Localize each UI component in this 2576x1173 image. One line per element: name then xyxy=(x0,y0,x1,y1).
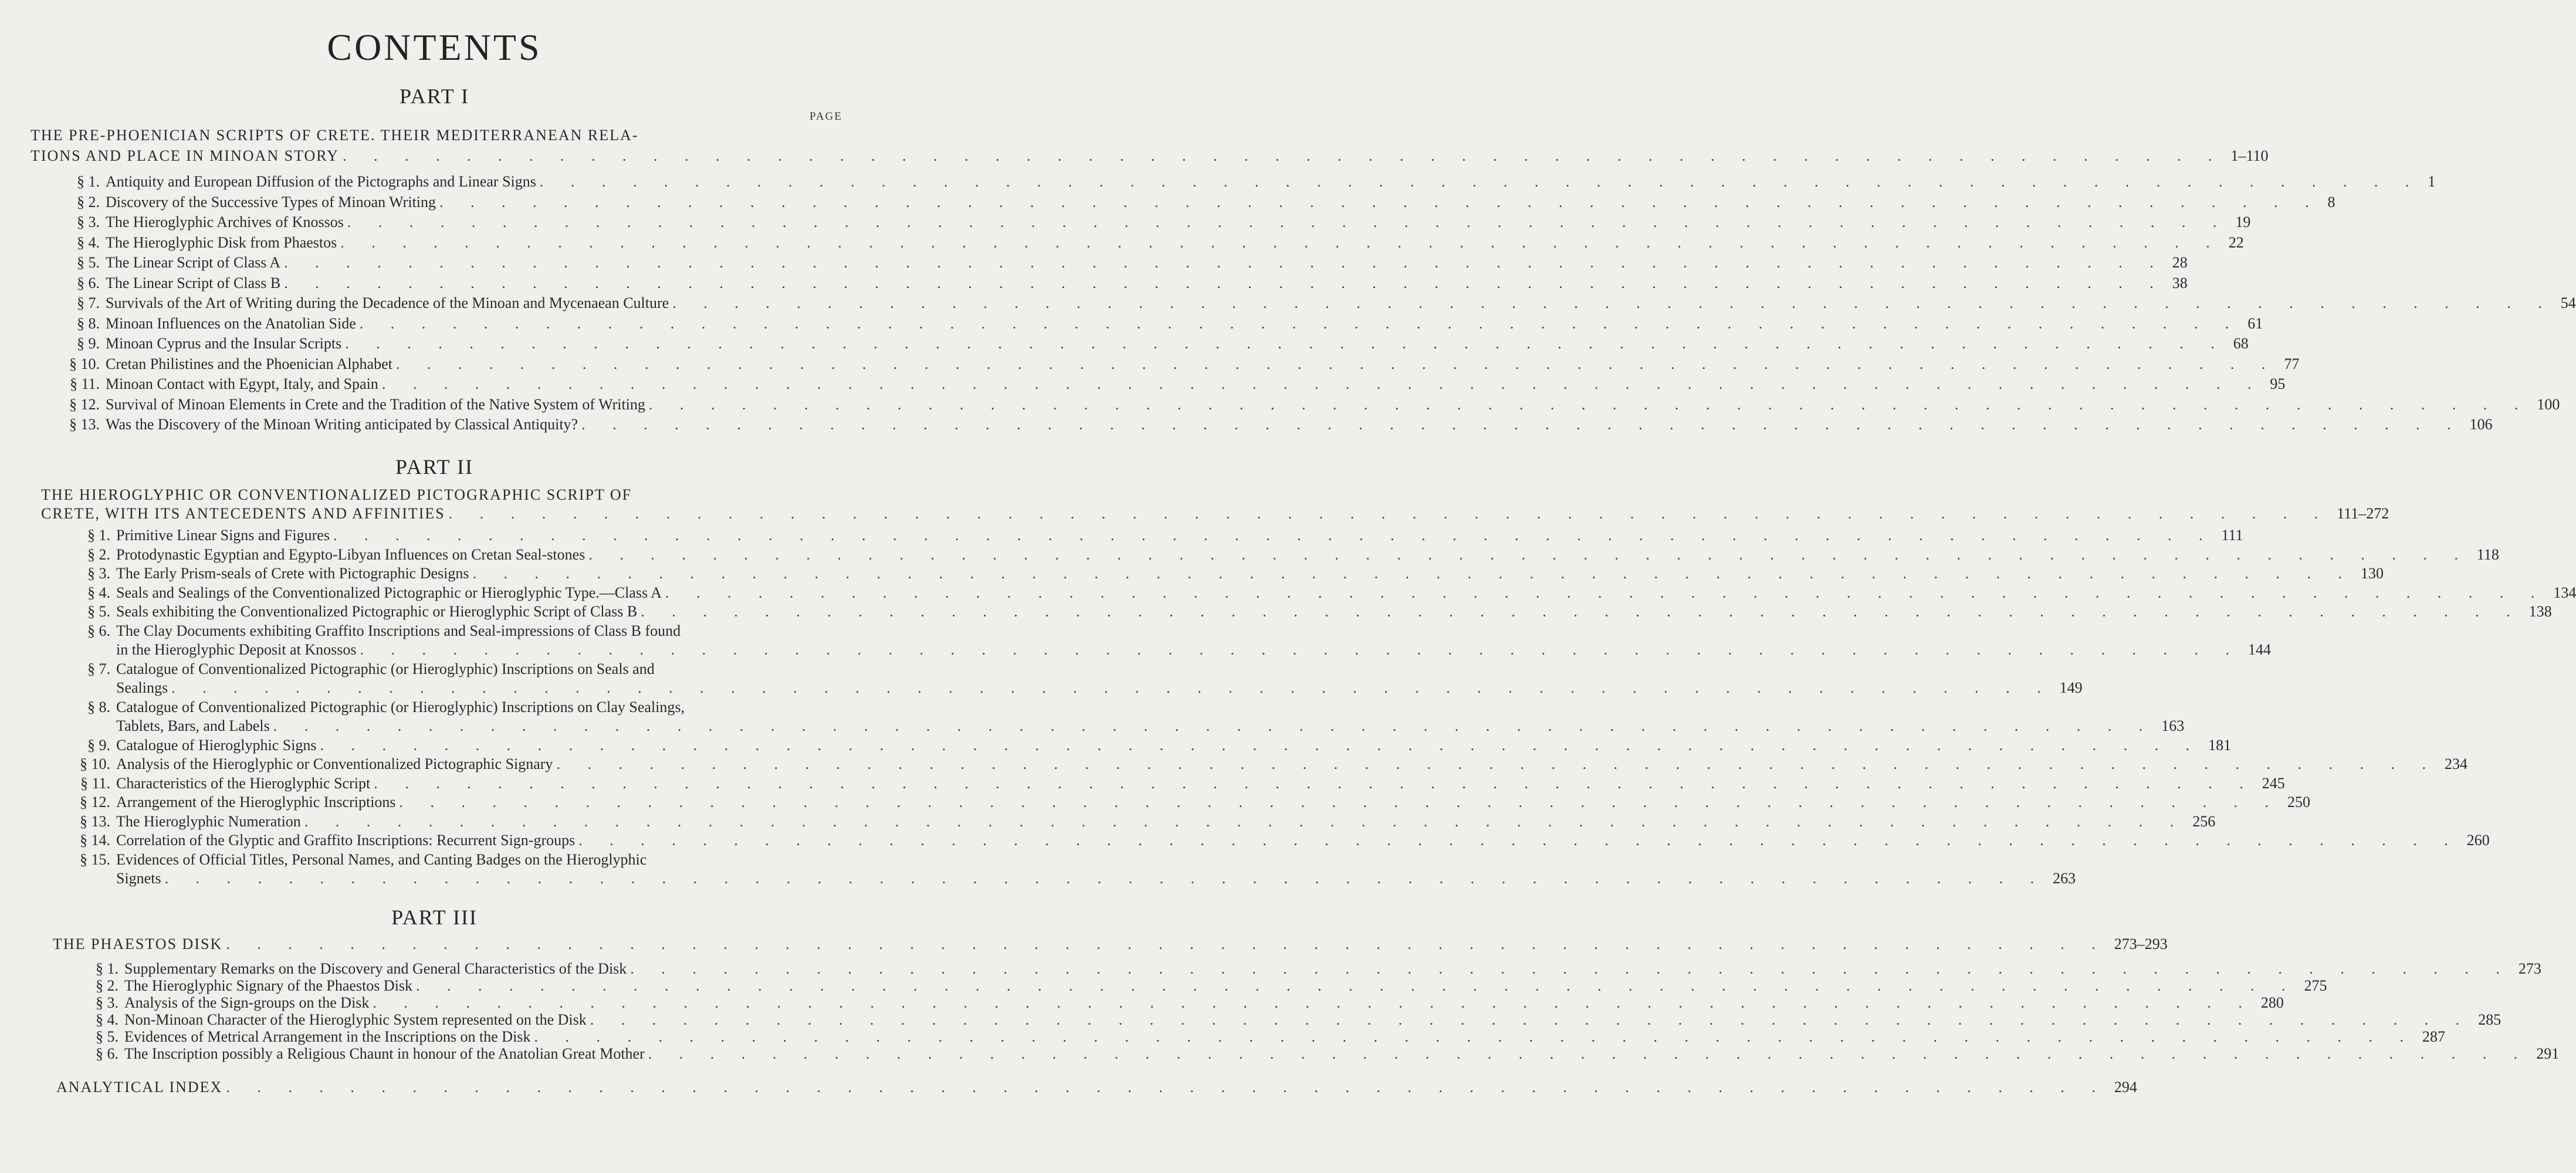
page-number: 273 xyxy=(2518,960,2541,977)
page-number: 260 xyxy=(2466,832,2490,849)
section-entry xyxy=(63,253,2188,272)
dot-leader: . . . . . . . . . . . . . . . . . . . . . . . . . . . . . . . . . . . . . . . . . . . . . . . . . . . . . . . . . . . . . xyxy=(226,1079,2107,1096)
section-number: § 13. xyxy=(69,416,100,433)
page-number: 294 xyxy=(2114,1079,2137,1096)
dot-leader: . . . . . . . . . . . . . . . . . . . . . . . . . . . . . . . . . . . . . . . . . . . . . . . . . . . . . . . . . . . . . xyxy=(588,545,2470,563)
dot-leader: . . . . . . . . . . . . . . . . . . . . . . . . . . . . . . . . . . . . . . . . . . . . . . . . . . . . . . . . . . . . . xyxy=(399,794,2281,811)
section-number: § 12. xyxy=(80,794,110,811)
section-title: Minoan Contact with Egypt, Italy, and Spain xyxy=(106,375,378,392)
page-number: 149 xyxy=(2059,679,2083,696)
section-entry-first-line xyxy=(74,698,787,717)
page-number: 118 xyxy=(2476,545,2499,563)
section-number: § 3. xyxy=(77,213,100,230)
page-number: 285 xyxy=(2478,1011,2501,1028)
section-number: § 7. xyxy=(77,294,100,311)
dot-leader: . . . . . . . . . . . . . . . . . . . . . . . . . . . . . . . . . . . . . . . . . . . . . . . . . . . . . . . . . . . . . xyxy=(359,314,2241,332)
section-number: § 4. xyxy=(77,233,100,251)
section-entry xyxy=(63,355,2300,374)
section-title: Non-Minoan Character of the Hieroglyphic System represented on the Disk xyxy=(124,1011,587,1028)
section-title: The Hieroglyphic Archives of Knossos xyxy=(106,213,344,230)
section-title: Evidences of Official Titles, Personal Names, and Canting Badges on the Hieroglyphic xyxy=(116,850,647,868)
dot-leader: . . . . . . . . . . . . . . . . . . . . . . . . . . . . . . . . . . . . . . . . . . . . . . . . . . . . . . . . . . . . . xyxy=(672,294,2554,311)
section-entry xyxy=(74,736,2232,755)
section-entry xyxy=(63,274,2188,293)
section-title: Correlation of the Glyptic and Graffito Inscriptions: Recurrent Sign-groups xyxy=(116,832,576,849)
page-number: 54 xyxy=(2560,294,2576,311)
section-number: § 10. xyxy=(80,755,110,772)
section-title: Discovery of the Successive Types of Minoan Writing xyxy=(106,193,436,211)
page-number: 250 xyxy=(2287,794,2311,811)
analytical-index-entry xyxy=(56,1078,2137,1097)
section-number: § 6. xyxy=(77,274,100,291)
section-title: Analysis of the Hieroglyphic or Conventionalized Pictographic Signary xyxy=(116,755,553,772)
dot-leader: . . . . . . . . . . . . . . . . . . . . . . . . . . . . . . . . . . . . . . . . . . . . . . . . . . . . . . . . . . . . . xyxy=(373,994,2254,1011)
section-entry xyxy=(82,960,2541,978)
section-number: § 5. xyxy=(87,603,110,620)
page-number: 106 xyxy=(2469,416,2493,433)
dot-leader: . . . . . . . . . . . . . . . . . . . . . . . . . . . . . . . . . . . . . . . . . . . . . . . . . . . . . . . . . . . . . xyxy=(226,935,2107,952)
dot-leader: . . . . . . . . . . . . . . . . . . . . . . . . . . . . . . . . . . . . . . . . . . . . . . . . . . . . . . . . . . . . . xyxy=(641,603,2522,620)
section-number: § 6. xyxy=(87,622,110,639)
section-title: Evidences of Metrical Arrangement in the Inscriptions on the Disk xyxy=(124,1028,531,1045)
page-number: 263 xyxy=(2053,870,2076,887)
page-number: 61 xyxy=(2247,314,2263,332)
section-title: Cretan Philistines and the Phoenician Alphabet xyxy=(106,355,392,372)
section-entry xyxy=(74,564,2384,583)
section-number: § 4. xyxy=(87,584,110,601)
dot-leader: . . . . . . . . . . . . . . . . . . . . . . . . . . . . . . . . . . . . . . . . . . . . . . . . . . . . . . . . . . . . . xyxy=(164,870,2046,887)
section-entry xyxy=(74,812,2216,831)
section-entry xyxy=(116,717,2185,735)
page-number: 111–272 xyxy=(2337,505,2389,522)
section-entry xyxy=(74,584,2576,602)
section-number: § 8. xyxy=(77,314,100,332)
section-number: § 11. xyxy=(80,774,110,792)
section-entry xyxy=(63,294,2576,313)
section-number: § 3. xyxy=(87,565,110,582)
section-title: Primitive Linear Signs and Figures xyxy=(116,527,330,544)
section-entry xyxy=(63,415,2493,434)
part-title-entry xyxy=(31,147,2269,165)
page-number: 245 xyxy=(2262,774,2285,792)
section-entry xyxy=(74,831,2490,850)
page-number: 234 xyxy=(2444,755,2467,772)
page-number: 28 xyxy=(2172,254,2188,271)
section-entry xyxy=(63,172,2436,191)
section-title: Seals and Sealings of the Conventionalized Pictographic or Hieroglyphic Type.—Class A xyxy=(116,584,662,601)
section-number: § 2. xyxy=(77,193,100,211)
dot-leader: . . . . . . . . . . . . . . . . . . . . . . . . . . . . . . . . . . . . . . . . . . . . . . . . . . . . . . . . . . . . . xyxy=(284,274,2165,291)
section-title: Catalogue of Hieroglyphic Signs xyxy=(116,736,317,754)
page-number: 130 xyxy=(2360,565,2384,582)
dot-leader: . . . . . . . . . . . . . . . . . . . . . . . . . . . . . . . . . . . . . . . . . . . . . . . . . . . . . . . . . . . . . xyxy=(304,812,2186,830)
section-number: § 9. xyxy=(77,335,100,352)
section-title: THE PHAESTOS DISK xyxy=(53,935,223,952)
page-number: 8 xyxy=(2327,193,2335,211)
part-title-entry xyxy=(41,504,2389,523)
page-number: 134 xyxy=(2553,584,2576,601)
section-entry-first-line xyxy=(74,660,787,679)
section-entry xyxy=(116,679,2083,697)
section-title: Survivals of the Art of Writing during the Decadence of the Minoan and Mycenaean Culture xyxy=(106,294,669,311)
section-title: Protodynastic Egyptian and Egypto-Libyan Influences on Cretan Seal-stones xyxy=(116,545,585,563)
dot-leader: . . . . . . . . . . . . . . . . . . . . . . . . . . . . . . . . . . . . . . . . . . . . . . . . . . . . . . . . . . . . . xyxy=(360,641,2241,658)
part-heading: PART I xyxy=(400,84,469,108)
section-entry xyxy=(63,193,2335,212)
section-number: § 10. xyxy=(69,355,100,372)
section-title: ANALYTICAL INDEX xyxy=(56,1079,223,1096)
section-number: § 9. xyxy=(87,736,110,754)
section-title: The Linear Script of Class B xyxy=(106,274,281,291)
dot-leader: . . . . . . . . . . . . . . . . . . . . . . . . . . . . . . . . . . . . . . . . . . . . . . . . . . . . . . . . . . . . . xyxy=(439,193,2321,211)
section-title: The Clay Documents exhibiting Graffito Inscriptions and Seal-impressions of Class B found xyxy=(116,622,681,639)
dot-leader: . . . . . . . . . . . . . . . . . . . . . . . . . . . . . . . . . . . . . . . . . . . . . . . . . . . . . . . . . . . . . xyxy=(171,679,2053,696)
section-title: Arrangement of the Hieroglyphic Inscriptions xyxy=(116,794,396,811)
section-entry xyxy=(82,977,2327,995)
part-title-entry xyxy=(53,935,2168,954)
section-entry xyxy=(82,1028,2445,1046)
section-title: Sealings xyxy=(116,679,168,696)
page-column-label: PAGE xyxy=(810,110,842,123)
section-entry xyxy=(116,869,2076,888)
part-heading: PART III xyxy=(391,906,478,929)
section-entry-first-line xyxy=(74,850,787,869)
dot-leader: . . . . . . . . . . . . . . . . . . . . . . . . . . . . . . . . . . . . . . . . . . . . . . . . . . . . . . . . . . . . . xyxy=(416,977,2297,994)
section-number: § 5. xyxy=(96,1028,119,1045)
section-title: The Inscription possibly a Religious Chaunt in honour of the Anatolian Great Mother xyxy=(124,1045,645,1062)
section-entry xyxy=(82,994,2284,1012)
page-number: 275 xyxy=(2304,977,2327,994)
page-number: 287 xyxy=(2422,1028,2445,1045)
page-number: 68 xyxy=(2233,335,2249,352)
section-entry xyxy=(63,233,2244,252)
section-title: Minoan Cyprus and the Insular Scripts xyxy=(106,335,342,352)
page-number: 138 xyxy=(2528,603,2552,620)
dot-leader: . . . . . . . . . . . . . . . . . . . . . . . . . . . . . . . . . . . . . . . . . . . . . . . . . . . . . . . . . . . . . xyxy=(534,1028,2415,1045)
dot-leader: . . . . . . . . . . . . . . . . . . . . . . . . . . . . . . . . . . . . . . . . . . . . . . . . . . . . . . . . . . . . . xyxy=(333,527,2215,544)
section-number: § 8. xyxy=(87,698,110,716)
section-entry xyxy=(82,1045,2560,1063)
page-number: 144 xyxy=(2247,641,2271,658)
dot-leader: . . . . . . . . . . . . . . . . . . . . . . . . . . . . . . . . . . . . . . . . . . . . . . . . . . . . . . . . . . . . . xyxy=(578,832,2460,849)
section-title: Tablets, Bars, and Labels xyxy=(116,717,270,734)
section-title: TIONS AND PLACE IN MINOAN STORY xyxy=(31,147,339,164)
section-title: Signets xyxy=(116,870,161,887)
section-title: in the Hieroglyphic Deposit at Knossos xyxy=(116,641,357,658)
page-title: CONTENTS xyxy=(327,26,542,68)
dot-leader: . . . . . . . . . . . . . . . . . . . . . . . . . . . . . . . . . . . . . . . . . . . . . . . . . . . . . . . . . . . . . xyxy=(273,717,2155,734)
dot-leader: . . . . . . . . . . . . . . . . . . . . . . . . . . . . . . . . . . . . . . . . . . . . . . . . . . . . . . . . . . . . . xyxy=(665,584,2547,601)
part-title-line: THE HIEROGLYPHIC OR CONVENTIONALIZED PICTOGRAPHIC SCRIPT OF xyxy=(41,486,632,503)
section-entry xyxy=(63,314,2263,333)
section-number: § 13. xyxy=(80,812,110,830)
section-title: Was the Discovery of the Minoan Writing anticipated by Classical Antiquity? xyxy=(106,416,578,433)
dot-leader: . . . . . . . . . . . . . . . . . . . . . . . . . . . . . . . . . . . . . . . . . . . . . . . . . . . . . . . . . . . . . xyxy=(374,774,2255,792)
dot-leader: . . . . . . . . . . . . . . . . . . . . . . . . . . . . . . . . . . . . . . . . . . . . . . . . . . . . . . . . . . . . . xyxy=(340,233,2222,251)
section-number: § 2. xyxy=(87,545,110,563)
page-number: 1 xyxy=(2428,173,2436,190)
section-number: § 1. xyxy=(77,173,100,190)
page-number: 77 xyxy=(2284,355,2300,372)
section-title: Supplementary Remarks on the Discovery and General Characteristics of the Disk xyxy=(124,960,627,977)
section-number: § 14. xyxy=(80,832,110,849)
dot-leader: . . . . . . . . . . . . . . . . . . . . . . . . . . . . . . . . . . . . . . . . . . . . . . . . . . . . . . . . . . . . . xyxy=(381,375,2263,392)
dot-leader: . . . . . . . . . . . . . . . . . . . . . . . . . . . . . . . . . . . . . . . . . . . . . . . . . . . . . . . . . . . . . xyxy=(556,755,2438,772)
section-entry xyxy=(74,545,2499,564)
section-title: The Early Prism-seals of Crete with Pictographic Designs xyxy=(116,565,469,582)
section-number: § 11. xyxy=(69,375,100,392)
page-number: 280 xyxy=(2260,994,2284,1011)
section-number: § 15. xyxy=(80,850,110,868)
section-entry xyxy=(82,1011,2501,1029)
section-number: § 4. xyxy=(96,1011,119,1028)
section-number: § 3. xyxy=(96,994,119,1011)
section-entry xyxy=(63,213,2251,232)
section-title: Catalogue of Conventionalized Pictographic (or Hieroglyphic) Inscriptions on Clay Sealings, xyxy=(116,698,685,716)
section-entry xyxy=(74,755,2467,774)
section-number: § 2. xyxy=(96,977,119,994)
section-entry xyxy=(74,526,2243,545)
section-title: The Linear Script of Class A xyxy=(106,254,281,271)
dot-leader: . . . . . . . . . . . . . . . . . . . . . . . . . . . . . . . . . . . . . . . . . . . . . . . . . . . . . . . . . . . . . xyxy=(590,1011,2472,1028)
dot-leader: . . . . . . . . . . . . . . . . . . . . . . . . . . . . . . . . . . . . . . . . . . . . . . . . . . . . . . . . . . . . . xyxy=(342,147,2224,164)
section-title: Analysis of the Sign-groups on the Disk xyxy=(124,994,370,1011)
section-number: § 5. xyxy=(77,254,100,271)
dot-leader: . . . . . . . . . . . . . . . . . . . . . . . . . . . . . . . . . . . . . . . . . . . . . . . . . . . . . . . . . . . . . xyxy=(320,736,2202,754)
dot-leader: . . . . . . . . . . . . . . . . . . . . . . . . . . . . . . . . . . . . . . . . . . . . . . . . . . . . . . . . . . . . . xyxy=(539,173,2421,190)
section-title: Antiquity and European Diffusion of the Pictographs and Linear Signs xyxy=(106,173,536,190)
dot-leader: . . . . . . . . . . . . . . . . . . . . . . . . . . . . . . . . . . . . . . . . . . . . . . . . . . . . . . . . . . . . . xyxy=(630,960,2511,977)
section-title: The Hieroglyphic Numeration xyxy=(116,812,301,830)
section-title: CRETE, WITH ITS ANTECEDENTS AND AFFINITIES xyxy=(41,505,445,522)
section-number: § 1. xyxy=(87,527,110,544)
section-entry xyxy=(74,602,2552,621)
section-title: The Hieroglyphic Disk from Phaestos xyxy=(106,233,337,251)
page-number: 19 xyxy=(2235,213,2251,230)
dot-leader: . . . . . . . . . . . . . . . . . . . . . . . . . . . . . . . . . . . . . . . . . . . . . . . . . . . . . . . . . . . . . xyxy=(581,416,2463,433)
section-entry xyxy=(63,395,2560,414)
section-title: Seals exhibiting the Conventionalized Pictographic or Hieroglyphic Script of Class B xyxy=(116,603,638,620)
page-number: 291 xyxy=(2536,1045,2560,1062)
section-title: The Hieroglyphic Signary of the Phaestos Disk xyxy=(124,977,413,994)
page-number: 163 xyxy=(2161,717,2185,734)
section-entry-first-line xyxy=(74,622,787,640)
dot-leader: . . . . . . . . . . . . . . . . . . . . . . . . . . . . . . . . . . . . . . . . . . . . . . . . . . . . . . . . . . . . . xyxy=(472,565,2354,582)
dot-leader: . . . . . . . . . . . . . . . . . . . . . . . . . . . . . . . . . . . . . . . . . . . . . . . . . . . . . . . . . . . . . xyxy=(347,213,2229,230)
section-title: Characteristics of the Hieroglyphic Script xyxy=(116,774,371,792)
section-number: § 6. xyxy=(96,1045,119,1062)
part-heading: PART II xyxy=(395,455,473,479)
section-entry xyxy=(63,375,2286,394)
dot-leader: . . . . . . . . . . . . . . . . . . . . . . . . . . . . . . . . . . . . . . . . . . . . . . . . . . . . . . . . . . . . . xyxy=(284,254,2165,271)
section-entry xyxy=(63,334,2249,353)
dot-leader: . . . . . . . . . . . . . . . . . . . . . . . . . . . . . . . . . . . . . . . . . . . . . . . . . . . . . . . . . . . . . xyxy=(448,505,2330,522)
dot-leader: . . . . . . . . . . . . . . . . . . . . . . . . . . . . . . . . . . . . . . . . . . . . . . . . . . . . . . . . . . . . . xyxy=(345,335,2226,352)
dot-leader: . . . . . . . . . . . . . . . . . . . . . . . . . . . . . . . . . . . . . . . . . . . . . . . . . . . . . . . . . . . . . xyxy=(395,355,2277,372)
section-title: Minoan Influences on the Anatolian Side xyxy=(106,314,356,332)
section-title: Catalogue of Conventionalized Pictographic (or Hieroglyphic) Inscriptions on Seals and xyxy=(116,660,655,677)
page-number: 22 xyxy=(2228,233,2244,251)
page-number: 1–110 xyxy=(2230,147,2269,164)
page-number: 256 xyxy=(2192,812,2216,830)
page-number: 100 xyxy=(2537,395,2560,413)
section-title: Survival of Minoan Elements in Crete and the Tradition of the Native System of Writing xyxy=(106,395,645,413)
dot-leader: . . . . . . . . . . . . . . . . . . . . . . . . . . . . . . . . . . . . . . . . . . . . . . . . . . . . . . . . . . . . . xyxy=(648,1045,2530,1062)
section-number: § 1. xyxy=(96,960,119,977)
section-number: § 7. xyxy=(87,660,110,677)
page-number: 95 xyxy=(2270,375,2286,392)
dot-leader: . . . . . . . . . . . . . . . . . . . . . . . . . . . . . . . . . . . . . . . . . . . . . . . . . . . . . . . . . . . . . xyxy=(648,395,2530,413)
part-title-line: THE PRE-PHOENICIAN SCRIPTS OF CRETE. THEIR MEDITERRANEAN RELA- xyxy=(31,127,639,144)
page-number: 181 xyxy=(2208,736,2232,754)
section-number: § 12. xyxy=(69,395,100,413)
section-entry xyxy=(74,774,2285,793)
section-entry xyxy=(74,793,2311,812)
section-entry xyxy=(116,640,2271,659)
page-number: 111 xyxy=(2221,527,2243,544)
page-number: 38 xyxy=(2172,274,2188,291)
page-number: 273–293 xyxy=(2114,935,2168,952)
